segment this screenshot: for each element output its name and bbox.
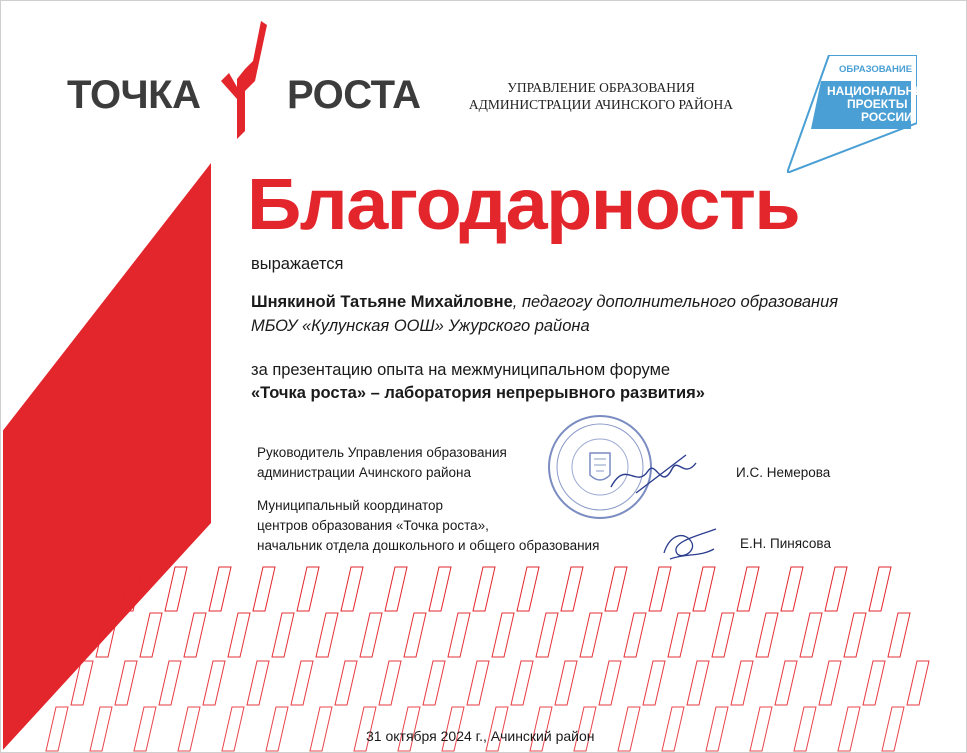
diamond-shape bbox=[184, 613, 206, 657]
signatory-1-title-line: Руководитель Управления образования bbox=[257, 445, 507, 460]
department-heading bbox=[451, 79, 751, 113]
recipient-role: , педагогу дополнительного образования bbox=[512, 293, 839, 311]
diamond-shape bbox=[888, 613, 910, 657]
diamond-shape bbox=[335, 661, 357, 705]
recipient-line-1 bbox=[251, 293, 838, 312]
diamond-shape bbox=[781, 567, 803, 611]
diamond-shape bbox=[706, 707, 728, 751]
diamond-shape bbox=[693, 567, 715, 611]
diamond-shape bbox=[599, 661, 621, 705]
diamond-shape bbox=[775, 661, 797, 705]
logo-word-left: ТОЧКА bbox=[67, 73, 201, 117]
diamond-shape bbox=[423, 661, 445, 705]
diamond-shape bbox=[649, 567, 671, 611]
diamond-shape bbox=[668, 613, 690, 657]
diamond-shape bbox=[624, 613, 646, 657]
np-line-3: РОССИИ bbox=[861, 110, 913, 124]
diamond-shape bbox=[46, 707, 68, 751]
date-place: 31 октября 2024 г., Ачинский район bbox=[366, 728, 595, 744]
diamond-shape bbox=[316, 613, 338, 657]
diamond-shape bbox=[203, 661, 225, 705]
logo-mark-icon bbox=[215, 21, 275, 141]
diamond-shape bbox=[819, 661, 841, 705]
diamond-shape bbox=[165, 567, 187, 611]
diamond-shape bbox=[467, 661, 489, 705]
diamond-shape bbox=[473, 567, 495, 611]
diamond-shape bbox=[731, 661, 753, 705]
diamond-shape bbox=[794, 707, 816, 751]
diamond-shape bbox=[882, 707, 904, 751]
logo-word-right: РОСТА bbox=[287, 73, 421, 117]
diamond-shape bbox=[869, 567, 891, 611]
diamond-shape bbox=[907, 661, 929, 705]
recipient-name: Шнякиной Татьяне Михайловне bbox=[251, 293, 513, 311]
diamond-shape bbox=[360, 613, 382, 657]
diamond-shape bbox=[800, 613, 822, 657]
diamond-shape bbox=[404, 613, 426, 657]
np-line-2: ПРОЕКТЫ bbox=[847, 97, 908, 111]
diamond-shape bbox=[448, 613, 470, 657]
diamond-shape bbox=[310, 707, 332, 751]
diamond-shape bbox=[385, 567, 407, 611]
signatory-2-title-line: центров образования «Точка роста», bbox=[257, 518, 489, 533]
diamond-shape bbox=[178, 707, 200, 751]
diamond-shape bbox=[825, 567, 847, 611]
signatory-1-name: И.С. Немерова bbox=[736, 465, 831, 480]
diamond-shape bbox=[159, 661, 181, 705]
diamond-shape bbox=[115, 661, 137, 705]
diamond-shape bbox=[561, 567, 583, 611]
signatory-2-title-line: начальник отдела дошкольного и общего образования bbox=[257, 538, 600, 553]
diamond-shape bbox=[737, 567, 759, 611]
diamond-shape bbox=[209, 567, 231, 611]
reason-line-1: за презентацию опыта на межмуниципальном форуме bbox=[251, 361, 671, 379]
diamond-shape bbox=[297, 567, 319, 611]
diamond-shape bbox=[90, 707, 112, 751]
certificate-title: Благодарность bbox=[247, 165, 800, 245]
np-top-label: ОБРАЗОВАНИЕ bbox=[839, 64, 913, 75]
diamond-shape bbox=[272, 613, 294, 657]
signatory-1-title bbox=[257, 443, 507, 483]
diamond-shape bbox=[511, 661, 533, 705]
diamond-shape bbox=[222, 707, 244, 751]
diamond-shape bbox=[341, 567, 363, 611]
diamond-shape bbox=[555, 661, 577, 705]
diamond-pattern bbox=[46, 567, 929, 751]
diamond-shape bbox=[618, 707, 640, 751]
national-projects-logo bbox=[787, 55, 934, 173]
diamond-shape bbox=[687, 661, 709, 705]
diamond-shape bbox=[844, 613, 866, 657]
recipient-organization: МБОУ «Кулунская ООШ» Ужурского района bbox=[251, 317, 590, 335]
diamond-shape bbox=[605, 567, 627, 611]
diamond-shape bbox=[536, 613, 558, 657]
diamond-shape bbox=[580, 613, 602, 657]
diamond-shape bbox=[140, 613, 162, 657]
diamond-shape bbox=[517, 567, 539, 611]
department-line-2: АДМИНИСТРАЦИИ АЧИНСКОГО РАЙОНА bbox=[468, 97, 734, 112]
diamond-shape bbox=[712, 613, 734, 657]
department-line-1: УПРАВЛЕНИЕ ОБРАЗОВАНИЯ bbox=[507, 80, 695, 95]
diamond-shape bbox=[756, 613, 778, 657]
signature-1-scribble bbox=[606, 449, 706, 499]
diamond-shape bbox=[253, 567, 275, 611]
diamond-shape bbox=[247, 661, 269, 705]
signatory-2-title-line: Муниципальный координатор bbox=[257, 498, 444, 513]
np-line-1: НАЦИОНАЛЬНЫЕ bbox=[827, 84, 934, 98]
signatory-1-title-line: администрации Ачинского района bbox=[257, 465, 471, 480]
diamond-shape bbox=[134, 707, 156, 751]
reason-line-2: «Точка роста» – лаборатория непрерывного развития» bbox=[251, 384, 705, 402]
red-slanted-band bbox=[1, 163, 211, 752]
expressed-text: выражается bbox=[251, 255, 344, 273]
diamond-shape bbox=[492, 613, 514, 657]
diamond-shape bbox=[379, 661, 401, 705]
diamond-shape bbox=[750, 707, 772, 751]
diamond-shape bbox=[838, 707, 860, 751]
diamond-shape bbox=[429, 567, 451, 611]
diamond-shape bbox=[643, 661, 665, 705]
diamond-shape bbox=[266, 707, 288, 751]
diamond-shape bbox=[291, 661, 313, 705]
signature-2-scribble bbox=[656, 523, 726, 568]
diamond-shape bbox=[228, 613, 250, 657]
signatory-2-name: Е.Н. Пинясова bbox=[740, 536, 831, 551]
diamond-shape bbox=[662, 707, 684, 751]
diamond-shape bbox=[863, 661, 885, 705]
